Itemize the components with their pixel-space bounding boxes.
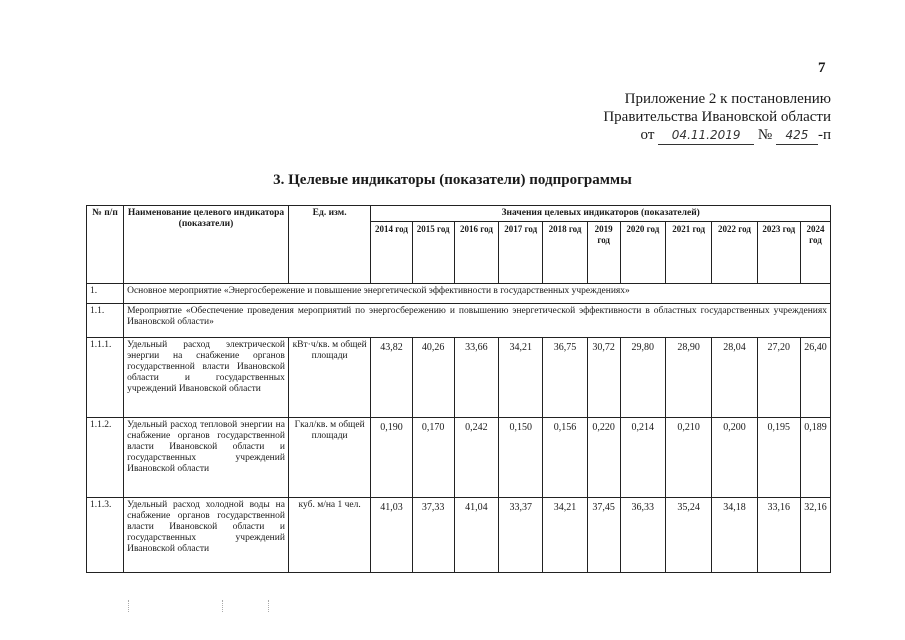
- scan-artifact: [222, 600, 224, 612]
- indicator-row: [87, 418, 831, 498]
- value-cell: 34,21: [543, 498, 587, 573]
- value-cell: 0,200: [712, 418, 757, 498]
- value-cell: 43,82: [371, 338, 412, 418]
- row-num: 1.1.2.: [87, 418, 124, 498]
- year-header: 2023 год: [757, 222, 800, 284]
- year-header: 2016 год: [454, 222, 498, 284]
- year-header: 2017 год: [499, 222, 543, 284]
- value-cell: 27,20: [757, 338, 800, 418]
- value-cell: 0,210: [665, 418, 711, 498]
- handwritten-date: 04.11.2019: [658, 126, 754, 145]
- year-header: 2020 год: [620, 222, 665, 284]
- value-cell: 41,04: [454, 498, 498, 573]
- row-num: 1.1.3.: [87, 498, 124, 573]
- value-cell: 37,33: [412, 498, 454, 573]
- section-num: 1.: [87, 284, 124, 304]
- value-cell: 28,90: [665, 338, 711, 418]
- value-cell: 36,75: [543, 338, 587, 418]
- year-header: 2018 год: [543, 222, 587, 284]
- year-header: 2021 год: [665, 222, 711, 284]
- header-row-1: [87, 206, 831, 222]
- header-num: № п/п: [87, 206, 124, 284]
- value-cell: 36,33: [620, 498, 665, 573]
- value-cell: 0,220: [587, 418, 620, 498]
- value-cell: 30,72: [587, 338, 620, 418]
- value-cell: 0,150: [499, 418, 543, 498]
- value-cell: 37,45: [587, 498, 620, 573]
- value-cell: 26,40: [800, 338, 830, 418]
- page-number: 7: [818, 60, 826, 76]
- value-cell: 0,242: [454, 418, 498, 498]
- appendix-line-2: Правительства Ивановской области: [603, 109, 831, 125]
- indicator-name: Удельный расход электрической энергии на снабжение органов государственной власти Ивановской области и государственных учреждений Ивановской области: [124, 338, 289, 418]
- section-row: [87, 284, 831, 304]
- value-cell: 33,66: [454, 338, 498, 418]
- value-cell: 40,26: [412, 338, 454, 418]
- value-cell: 41,03: [371, 498, 412, 573]
- year-header: 2022 год: [712, 222, 757, 284]
- appendix-line-1: Приложение 2 к постановлению: [624, 91, 831, 107]
- number-label: №: [757, 127, 773, 143]
- year-header: 2019 год: [587, 222, 620, 284]
- year-header: 2024 год: [800, 222, 830, 284]
- unit-cell: кВт·ч/кв. м общей площади: [288, 338, 370, 418]
- value-cell: 34,18: [712, 498, 757, 573]
- indicator-name: Удельный расход холодной воды на снабжение органов государственной власти Ивановской области и государственных учреждений Ивановской области: [124, 498, 289, 573]
- from-label: от: [640, 127, 655, 143]
- number-suffix: -п: [817, 127, 831, 143]
- scan-artifact: [128, 600, 130, 612]
- indicators-table: [86, 205, 831, 573]
- value-cell: 35,24: [665, 498, 711, 573]
- year-header: 2014 год: [371, 222, 412, 284]
- section-title: 3. Целевые индикаторы (показатели) подпрограммы: [273, 172, 632, 188]
- unit-cell: Гкал/кв. м общей площади: [288, 418, 370, 498]
- indicator-row: [87, 498, 831, 573]
- value-cell: 32,16: [800, 498, 830, 573]
- indicator-row: [87, 338, 831, 418]
- handwritten-number: 425: [776, 126, 818, 145]
- value-cell: 33,16: [757, 498, 800, 573]
- value-cell: 0,170: [412, 418, 454, 498]
- section-num: 1.1.: [87, 304, 124, 338]
- section-text: Основное мероприятие «Энергосбережение и повышение энергетической эффективности в государственных учреждениях»: [124, 284, 831, 304]
- value-cell: 0,195: [757, 418, 800, 498]
- year-header: 2015 год: [412, 222, 454, 284]
- header-unit: Ед. изм.: [288, 206, 370, 284]
- scan-artifact: [268, 600, 270, 612]
- appendix-block: [603, 90, 831, 145]
- indicator-name: Удельный расход тепловой энергии на снабжение органов государственной власти Ивановской области и государственных учреждений Ивановской области: [124, 418, 289, 498]
- value-cell: 29,80: [620, 338, 665, 418]
- value-cell: 34,21: [499, 338, 543, 418]
- value-cell: 28,04: [712, 338, 757, 418]
- row-num: 1.1.1.: [87, 338, 124, 418]
- value-cell: 33,37: [499, 498, 543, 573]
- header-name: Наименование целевого индикатора (показатели): [124, 206, 289, 284]
- section-row: [87, 304, 831, 338]
- value-cell: 0,214: [620, 418, 665, 498]
- section-text: Мероприятие «Обеспечение проведения мероприятий по энергосбережению и повышению энергетической эффективности в областных государственных учреждениях Ивановской области»: [124, 304, 831, 338]
- value-cell: 0,190: [371, 418, 412, 498]
- value-cell: 0,189: [800, 418, 830, 498]
- unit-cell: куб. м/на 1 чел.: [288, 498, 370, 573]
- header-values-group: Значения целевых индикаторов (показателей): [371, 206, 831, 222]
- value-cell: 0,156: [543, 418, 587, 498]
- appendix-line-3: [603, 126, 831, 145]
